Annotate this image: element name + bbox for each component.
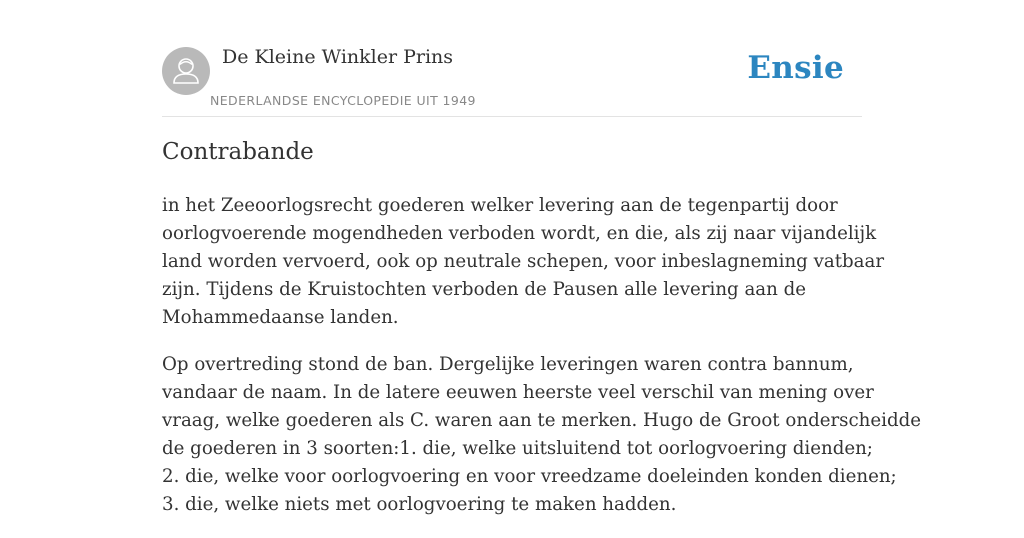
text-line: vraag, welke goederen als C. waren aan te merken. Hugo de Groot onderscheidde (162, 410, 922, 431)
text-line: in het Zeeoorlogsrecht goederen welker levering aan de tegenpartij door (162, 195, 838, 216)
text-line: de goederen in 3 soorten:1. die, welke uitsluitend tot oorlogvoering dienden; (162, 438, 873, 459)
user-icon (162, 47, 210, 95)
avatar[interactable] (162, 47, 210, 95)
source-header (162, 40, 862, 117)
article-title: Contrabande (162, 139, 314, 165)
article-paragraph (162, 351, 922, 519)
source-title[interactable]: De Kleine Winkler Prins (222, 46, 454, 68)
text-line: oorlogvoerende mogendheden verboden wordt, en die, als zij naar vijandelijk (162, 223, 877, 244)
article-paragraph (162, 192, 885, 332)
brand-logo[interactable]: Ensie (747, 50, 844, 86)
text-line: zijn. Tijdens de Kruistochten verboden de Pausen alle levering aan de (162, 279, 807, 300)
text-line: 2. die, welke voor oorlogvoering en voor vreedzame doeleinden konden dienen; (162, 466, 897, 487)
text-line: land worden vervoerd, ook op neutrale schepen, voor inbeslagneming vatbaar (162, 251, 885, 272)
source-subtitle: NEDERLANDSE ENCYCLOPEDIE UIT 1949 (210, 93, 476, 108)
text-line: vandaar de naam. In de latere eeuwen heerste veel verschil van mening over (162, 382, 874, 403)
text-line: 3. die, welke niets met oorlogvoering te maken hadden. (162, 494, 677, 515)
text-line: Mohammedaanse landen. (162, 307, 399, 328)
article-body (162, 192, 922, 538)
text-line: Op overtreding stond de ban. Dergelijke leveringen waren contra bannum, (162, 354, 854, 375)
